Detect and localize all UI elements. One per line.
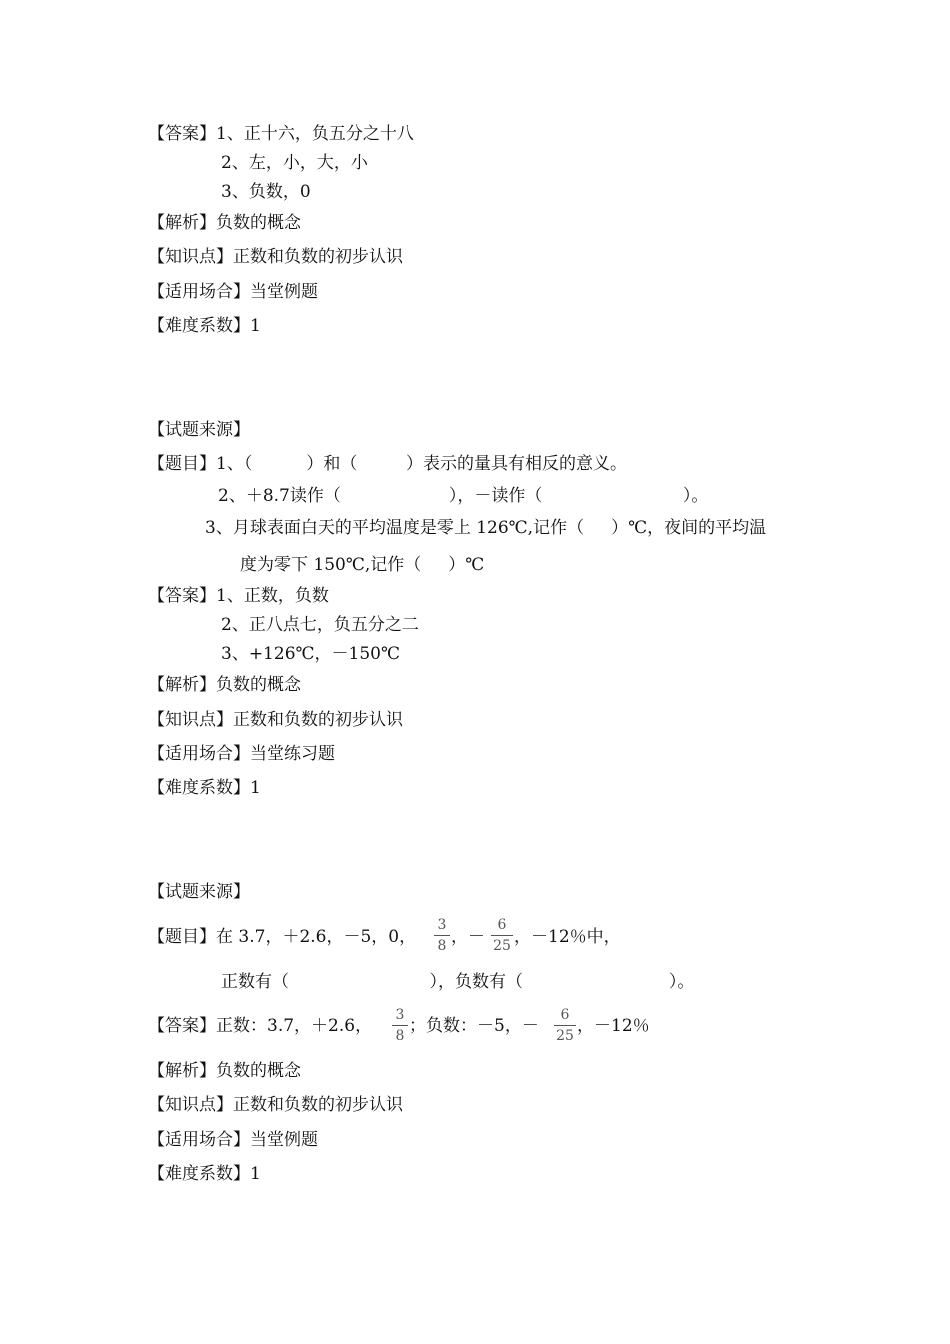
difficulty-line: 【难度系数】1 [148, 778, 261, 798]
fraction-denominator: 8 [395, 1028, 405, 1044]
answer-line-3: 3、负数，0 [221, 182, 311, 202]
fraction-6-25 [491, 916, 513, 955]
knowledge-point-line: 【知识点】正数和负数的初步认识 [148, 710, 403, 730]
fraction-numerator: 3 [437, 917, 447, 933]
answer-line-part2: ；负数：－5，－ [409, 1016, 539, 1036]
question-line-1-part3: ，－12％中， [514, 927, 621, 947]
analysis-line: 【解析】负数的概念 [148, 675, 301, 695]
fraction-3-8 [392, 1006, 408, 1045]
source-heading: 【试题来源】 [148, 882, 250, 902]
fraction-bar [392, 1025, 408, 1026]
answer-line-part1: 【答案】正数：3.7，＋2.6， [148, 1016, 373, 1036]
fraction-bar [554, 1025, 576, 1026]
fraction-denominator: 25 [493, 938, 511, 954]
difficulty-line: 【难度系数】1 [148, 1164, 261, 1184]
question-line-3: 3、月球表面白天的平均温度是零上 126℃,记作（ ）℃，夜间的平均温 [205, 518, 767, 538]
knowledge-point-line: 【知识点】正数和负数的初步认识 [148, 247, 403, 267]
fraction-6-25 [554, 1006, 576, 1045]
fraction-numerator: 6 [560, 1007, 570, 1023]
scenario-line: 【适用场合】当堂例题 [148, 282, 318, 302]
question-line-1: 【题目】1、（ ）和（ ）表示的量具有相反的意义。 [148, 454, 627, 474]
question-line-2: 2、＋8.7读作（ ），－读作（ ）。 [218, 486, 709, 506]
fraction-bar [491, 935, 513, 936]
fraction-numerator: 6 [497, 917, 507, 933]
source-heading: 【试题来源】 [148, 420, 250, 440]
fraction-denominator: 25 [556, 1028, 574, 1044]
difficulty-line: 【难度系数】1 [148, 316, 261, 336]
knowledge-point-line: 【知识点】正数和负数的初步认识 [148, 1095, 403, 1115]
question-line-1-part1: 【题目】在 3.7，＋2.6，－5，0， [148, 927, 417, 947]
fraction-denominator: 8 [437, 938, 447, 954]
fraction-numerator: 3 [395, 1007, 405, 1023]
answer-line-3: 3、+126℃，－150℃ [221, 644, 400, 664]
answer-line-part3: ，－12％ [577, 1016, 650, 1036]
analysis-line: 【解析】负数的概念 [148, 213, 301, 233]
analysis-line: 【解析】负数的概念 [148, 1061, 301, 1081]
answer-line-2: 2、左，小，大，小 [221, 153, 368, 173]
answer-line-1: 【答案】1、正数，负数 [148, 586, 329, 606]
scenario-line: 【适用场合】当堂练习题 [148, 744, 335, 764]
scenario-line: 【适用场合】当堂例题 [148, 1130, 318, 1150]
fraction-bar [434, 935, 450, 936]
question-line-4: 度为零下 150℃,记作（ ）℃ [240, 555, 485, 575]
question-line-1-part2: ，－ [451, 927, 485, 947]
answer-line-2: 2、正八点七，负五分之二 [221, 615, 419, 635]
question-line-2: 正数有（ ），负数有（ ）。 [221, 972, 695, 992]
answer-line-1: 【答案】1、正十六，负五分之十八 [148, 124, 414, 144]
fraction-3-8 [434, 916, 450, 955]
